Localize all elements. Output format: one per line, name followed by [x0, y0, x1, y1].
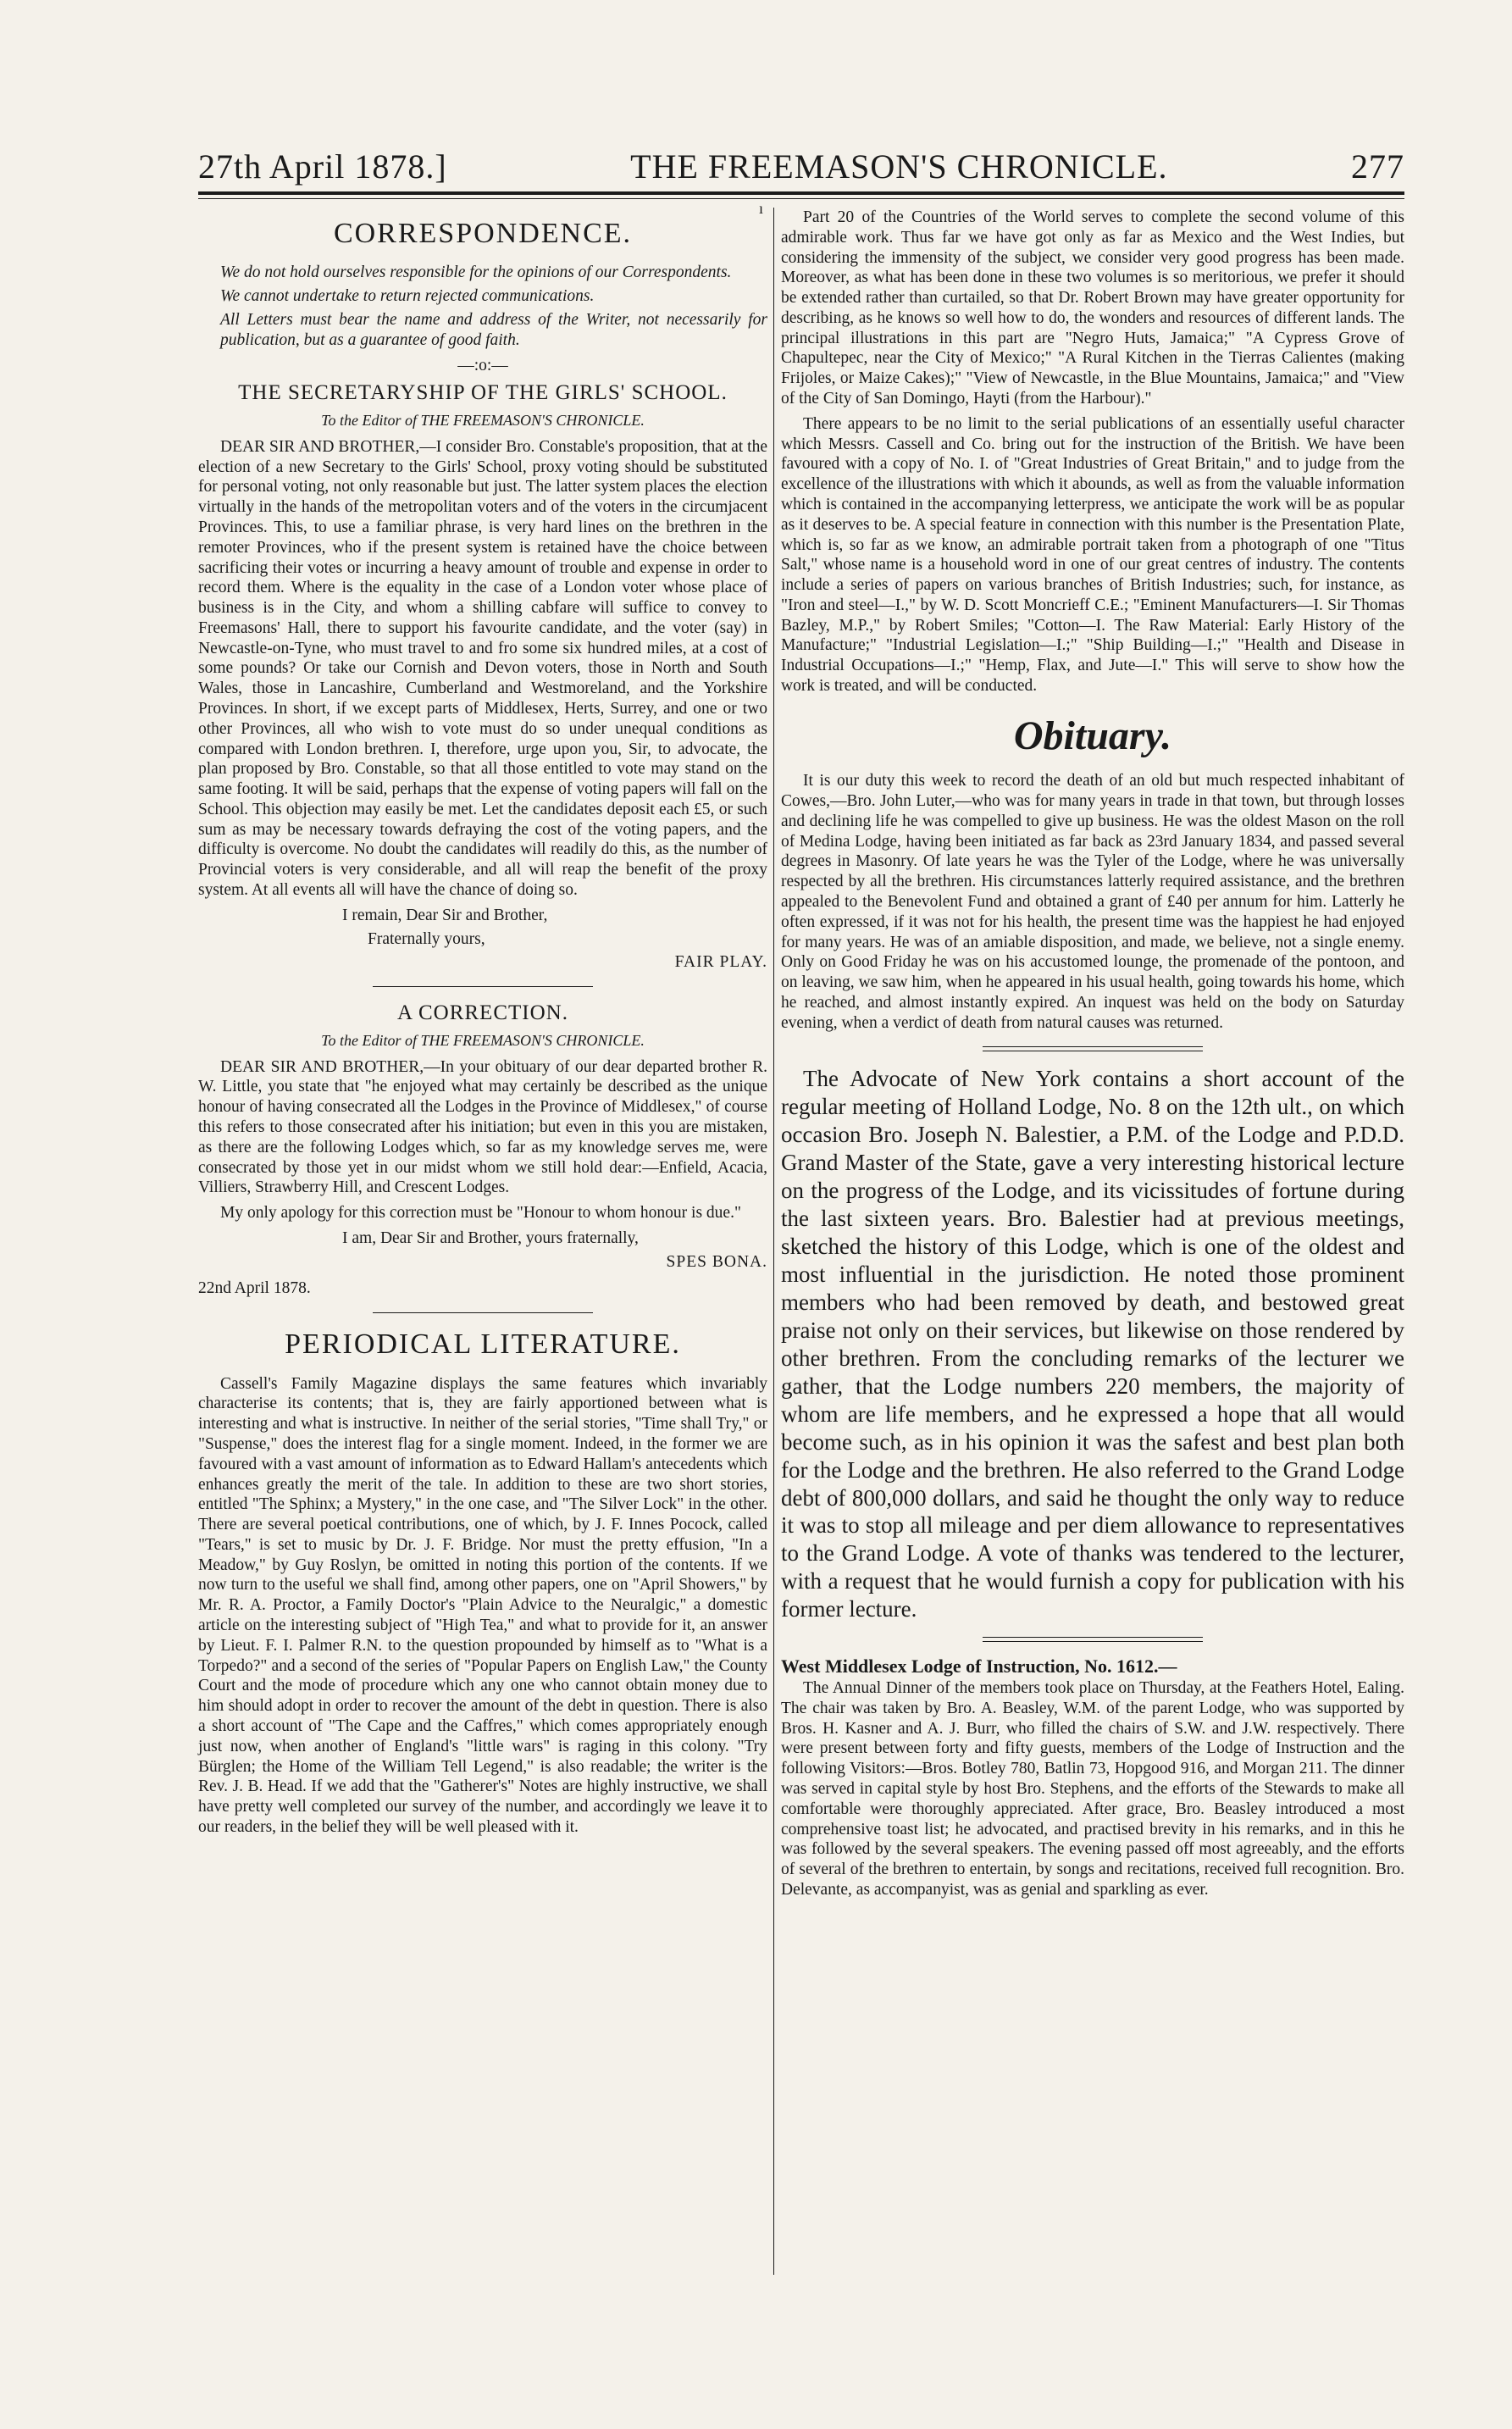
article-body: Cassell's Family Magazine displays the same features which invariably characterise its contents; that is, they are fairly apportioned between what is interesting and what is instructive. In neither of the serial stories, "Time shall Try," or "Suspense," does the interest flag for a single moment. Indeed, in the former we are favoured with a vast amount of information as to Edward Hallam's antecedents which enhances greatly the merit of the tale. In addition to these are two short stories, entitled "The Sphinx; a Mystery," in the one case, and "The Silver Lock" in the other. There are several poetical contributions, one of which, by J. F. Innes Pocock, called "Tears," is set to music by Dr. J. F. Bridge. Nor must the pretty effusion, "In a Meadow," by Guy Roslyn, be omitted in noting this portion of the contents. If we now turn to the useful we shall find, among other papers, one on "April Showers," by Mr. R. A. Proctor, a Family Doctor's "Plain Advice to the Neuralgic," a domestic article on the interesting subject of "High Tea," and what to provide for it, an answer by Lieut. F. I. Palmer R.N. to the question propounded by himself as to "What is a Torpedo?" and a second of the series of "Popular Papers on English Law," the County Court and the mode of procedure which any one who cannot obtain money due to him should adopt in order to recover the amount of the debt in question. There is also a short account of "The Cape and the Caffres," which comes appropriately enough just now, when another of England's "little wars" is raging in this colony. "Try Bürglen; the Home of the William Tell Legend," is also readable; the writer is the Rev. J. B. Head. If we add that the "Gatherer's" Notes are highly instructive, we shall have pretty well completed our survey of the number, and accordingly we leave it to our readers, in the belief they will be well pleased with it.	[198, 1374, 767, 1836]
page-number: 277	[1351, 147, 1404, 186]
letter-body: DEAR SIR AND BROTHER,—In your obituary of our dear departed brother R. W. Little, you state that "he enjoyed what may certainly be described as the unique honour of having consecrated all the Lodges in the Province of Middlesex," of course this refers to those consecrated after his initiation; but even in this you are mistaken, as there are the following Lodges which, so far as my knowledge serves me, were consecrated by those yet in our midst whom we still hold dear:—Enfield, Acacia, Villiers, Strawberry Hill, and Crescent Lodges.	[198, 1057, 767, 1197]
correspondence-note: All Letters must bear the name and address of the Writer, not necessarily for publication, but as a guarantee of good faith.	[220, 311, 767, 349]
column-divider	[773, 208, 774, 2275]
to-editor-line: To the Editor of THE FREEMASON'S CHRONICLE.	[321, 411, 645, 429]
article-body: There appears to be no limit to the serial publications of an essentially useful character which Messrs. Cassell and Co. bring out for the instruction of the British. We have been favoured with a copy of No. I. of "Great Industries of Great Britain," and to judge from the excellence of the illustrations with which it abounds, as well as from the valuable information which is contained in the accompanying letterpress, we anticipate the work will be as popular as it deserves to be. A special feature in connection with this number is the Presentation Plate, which is, so far as we know, an admirable portrait taken from a photograph of one "Titus Salt," whose name is a household word in one of our great centres of industry. The contents include a series of papers on various branches of British Industries; such, for instance, as "Iron and steel—I.," by W. D. Scott Moncrieff C.E.; "Eminent Manufacturers—I. Sir Thomas Bazley, M.P.," by Robert Smiles; "Cotton—I. The Raw Material: Early History of the Manufacture;" "Industrial Legislation—I.;" "Ship Building—I.;" "Health and Disease in Industrial Occupations—I.;" "Hemp, Flax, and Jute—I." This will serve to show how the work is treated, and will be conducted.	[781, 414, 1404, 695]
letter-signature: SPES BONA.	[666, 1252, 767, 1271]
article-rule	[983, 1046, 1203, 1051]
article-rule	[373, 986, 593, 987]
section-separator: —:o:—	[457, 356, 508, 374]
article-body: Part 20 of the Countries of the World serves to complete the second volume of this admirable work. Thus far we have got only as far as Mexico and the West Indies, but considering the immensity of the subject, we consider very good progress has been made. Moreover, as what has been done in these two volumes is so meritorious, we prefer it should be extended rather than curtailed, so that Dr. Robert Brown may have greater opportunity for describing, as he knows so well how to do, the wonders and resources of different lands. The principal illustrations in this part are "Negro Huts, Jamaica;" "A Cypress Grove of Chapultepec, near the City of Mexico;" "A Rural Kitchen in the Tierras Calientes (making Frijoles, or Maize Cakes);" "View of Newcastle, in the Blue Mountains, Jamaica;" and "View of the City of San Domingo, Hayti (from the Harbour)."	[781, 208, 1404, 408]
publication-title: THE FREEMASON'S CHRONICLE.	[630, 147, 1168, 186]
article-rule	[373, 1312, 593, 1313]
article-rule	[983, 1637, 1203, 1642]
header-rule-thick	[198, 191, 1404, 195]
column-marker: ı	[759, 200, 764, 217]
letter-signature: FAIR PLAY.	[674, 953, 767, 972]
letter-signoff: Fraternally yours,	[368, 929, 485, 948]
page-header	[198, 136, 1404, 186]
letter-signoff: I am, Dear Sir and Brother, yours fraternally,	[342, 1228, 639, 1247]
correspondence-title: CORRESPONDENCE.	[333, 218, 633, 249]
obituary-body: It is our duty this week to record the death of an old but much respected inhabitant of Cowes,—Bro. John Luter,—who was for many years in trade in that town, but through losses and declining life he was compelled to give up business. He was the oldest Mason on the roll of Medina Lodge, having been initiated as far back as 23rd January 1834, and passed several degrees in Masonry. Of late years he was the Tyler of the Lodge, where he was universally respected by all the brethren. His circumstances latterly required assistance, and the brethren appealed to the Benevolent Fund and obtained a grant of £40 per annum for him. Latterly he often expressed, if it was not for his health, the present time was the happiest he had enjoyed for many years. He was of an amiable disposition, and made, we believe, not a single enemy. Only on Good Friday he was on his accustomed lounge, the promenade of the pontoon, and on leaving, we saw him, when he appeared in his usual health, going towards his home, which he reached, and almost instantly expired. An inquest was held on the body on Saturday evening, when a verdict of death from natural causes was returned.	[781, 772, 1404, 1032]
letter-body: DEAR SIR AND BROTHER,—I consider Bro. Constable's proposition, that at the election of a new Secretary to the Girls' School, proxy voting should be substituted for personal voting, not only reasonable but just. The latter system places the election virtually in the hands of the metropolitan voters and of the voters in the circumjacent Provinces. This, to use a familiar phrase, is very hard lines on the brethren in the remoter Provinces, who if the present system is retained have the choice between sacrificing their votes or incurring a heavy amount of trouble and expense in order to record them. Where is the equality in the case of a London voter whose place of business is in the City, and whom a shilling cabfare will suffice to convey to Freemasons' Hall, there to support his favourite candidate, and the voter (say) in Newcastle-on-Tyne, who must travel to and fro some six hundred miles, at a cost of some pounds? Or take our Cornish and Devon voters, those in North and South Wales, those in Lancashire, Cumberland and Westmoreland, and the Yorkshire Provinces. In short, if we except parts of Middlesex, Herts, Surrey, and one or two other Provinces, all who wish to vote must do so under unequal conditions as compared with London brethren. I, therefore, urge upon you, Sir, to advocate, the plan proposed by Bro. Constable, so that all those entitled to vote may stand on the same footing. It will be said, perhaps that the expense of voting papers will fall on the School. This objection may easily be met. Let the candidates deposit each £5, or such sum as may be necessary towards defraying the cost of the voting papers, and the difficulty is overcome. No doubt the candidates will readily do this, as the number of Provincial voters is very considerable, and all will reap the benefit of the proxy system. At all events all will have the chance of doing so.	[198, 437, 767, 900]
left-column	[198, 208, 767, 1843]
advocate-article: The Advocate of New York contains a short account of the regular meeting of Holland Lodge, No. 8 on the 12th ult., on which occasion Bro. Joseph N. Balestier, a P.M. of the Lodge and P.D.D. Grand Master of the State, gave a very interesting historical lecture on the progress of the Lodge, and its vicissitudes of fortune during the last sixteen years. Bro. Balestier had at previous meetings, sketched the history of this Lodge, which is one of the oldest and most influential in the jurisdiction. He noted those prominent members who had been removed by death, and bestowed great praise not only on their services, but likewise on those rendered by other brethren. From the concluding remarks of the lecturer we gather, that the Lodge numbers 220 members, the majority of whom are life members, and he expressed a hope that all would become such, as in his opinion it was the safest and best plan both for the Lodge and the brethren. He also referred to the Grand Lodge debt of 800,000 dollars, and said he thought the only way to reduce it was to stop all mileage and per diem allowance to representatives to the Grand Lodge. A vote of thanks was tendered to the lecturer, with a request that he would furnish a copy for publication with his former lecture.	[781, 1066, 1404, 1622]
correction-title: A CORRECTION.	[397, 1001, 568, 1025]
secretaryship-title: THE SECRETARYSHIP OF THE GIRLS' SCHOOL.	[238, 381, 728, 405]
middlesex-heading: West Middlesex Lodge of Instruction, No. 1612.—	[781, 1655, 1177, 1678]
letter-date: 22nd April 1878.	[198, 1279, 311, 1298]
correspondence-note: We do not hold ourselves responsible for the opinions of our Correspondents.	[220, 263, 732, 282]
letter-body: My only apology for this correction must be "Honour to whom honour is due."	[220, 1204, 741, 1223]
obituary-title: Obituary.	[1013, 713, 1172, 758]
correspondence-note: We cannot undertake to return rejected communications.	[220, 287, 595, 306]
to-editor-line: To the Editor of THE FREEMASON'S CHRONICLE.	[321, 1031, 645, 1049]
periodical-title: PERIODICAL LITERATURE.	[285, 1328, 681, 1361]
issue-date: 27th April 1878.]	[198, 147, 447, 186]
letter-signoff: I remain, Dear Sir and Brother,	[342, 906, 548, 924]
right-column	[781, 208, 1404, 1905]
middlesex-body: The Annual Dinner of the members took place on Thursday, at the Feathers Hotel, Ealing. The chair was taken by Bro. A. Beasley, W.M. of the parent Lodge, who was supported by Bros. H. Kasner and A. J. Burr, who filled the chairs of S.W. and J.W. respectively. There were present between forty and fifty guests, members of the Lodge of Instruction and the following Visitors:—Bros. Botley 780, Batlin 73, Hopgood 916, and Morgan 211. The dinner was served in capital style by host Bro. Stephens, and the efforts of the Stewards to make all comfortable were thoroughly appreciated. After grace, Bro. Beasley introduced a most comprehensive toast list; he advocated, and practised brevity in his remarks, and in this he was followed by the several speakers. The evening passed off most agreeably, and the efforts of several of the brethren to entertain, by songs and recitations, received full recognition. Bro. Delevante, as accompanyist, was as genial and sparkling as ever.	[781, 1679, 1404, 1899]
header-rule-thin	[198, 198, 1404, 199]
